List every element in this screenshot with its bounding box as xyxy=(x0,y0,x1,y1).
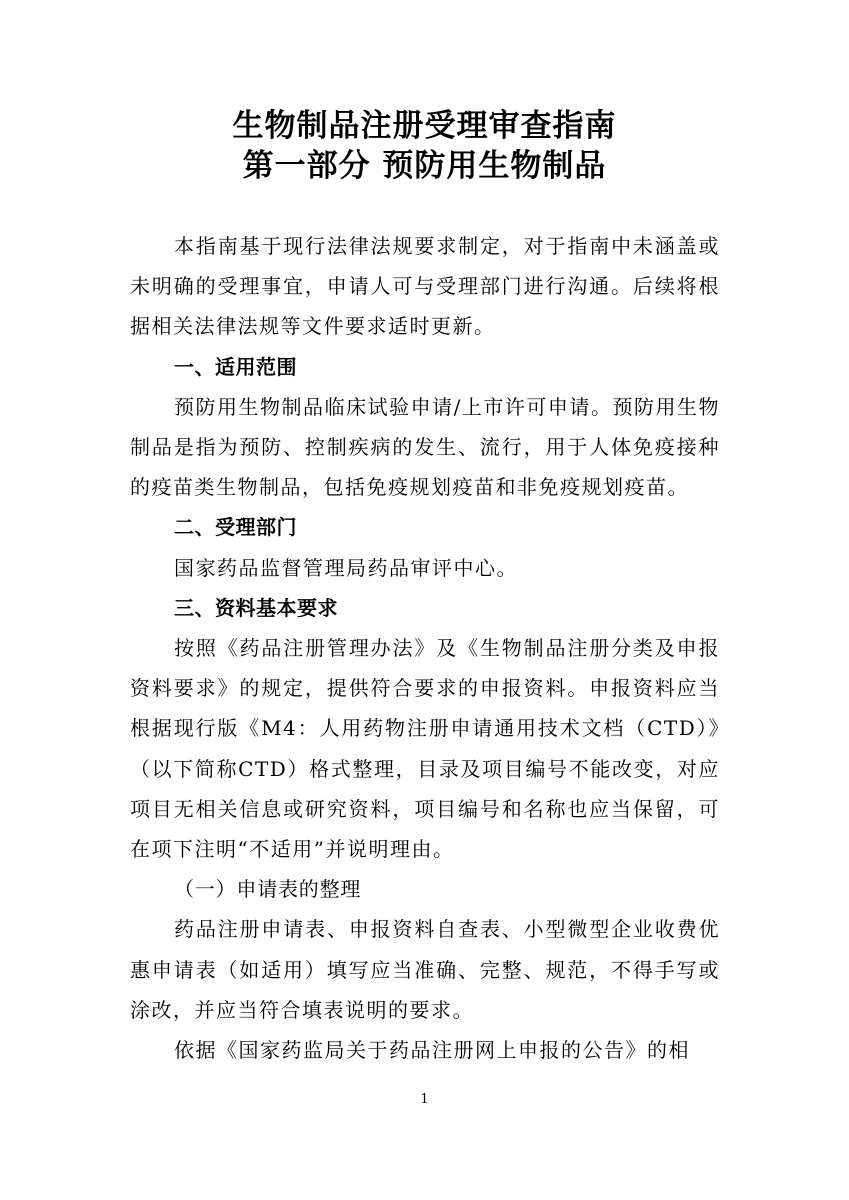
section-heading-department: 二、受理部门 xyxy=(174,515,297,540)
page-number: 1 xyxy=(420,1092,429,1107)
scope-paragraph: 预防用生物制品临床试验申请/上市许可申请。预防用生物制品是指为预防、控制疾病的发生、流行，用于人体免疫接种的疫苗类生物制品，包括免疫规划疫苗和非免疫规划疫苗。 xyxy=(130,394,720,500)
document-body xyxy=(130,226,720,1070)
document-title: 生物制品注册受理审查指南 xyxy=(232,108,617,144)
section-heading-scope: 一、适用范围 xyxy=(174,354,297,379)
intro-paragraph: 本指南基于现行法律法规要求制定，对于指南中未涵盖或未明确的受理事宜，申请人可与受理部门进行沟通。后续将根据相关法律法规等文件要求适时更新。 xyxy=(130,234,720,339)
document-subtitle: 第一部分 预防用生物制品 xyxy=(242,148,607,184)
online-submission-paragraph: 依据《国家药监局关于药品注册网上申报的公告》的相 xyxy=(174,1038,690,1063)
section-heading-requirements: 三、资料基本要求 xyxy=(174,595,338,620)
department-paragraph: 国家药品监督管理局药品审评中心。 xyxy=(174,555,518,580)
application-form-paragraph: 药品注册申请表、申报资料自查表、小型微型企业收费优惠申请表（如适用）填写应当准确、完整、规范，不得手写或涂改，并应当符合填表说明的要求。 xyxy=(130,917,720,1022)
requirements-paragraph: 按照《药品注册管理办法》及《生物制品注册分类及申报资料要求》的规定，提供符合要求的申报资料。申报资料应当根据现行版《M4：人用药物注册申请通用技术文档（CTD）》（以下简称CTD）格式整理，目录及项目编号不能改变，对应项目无相关信息或研究资料，项目编号和名称也应当保留，可在项下注明“不适用”并说明理由。 xyxy=(130,636,720,862)
subsection-heading-application-form: （一）申请表的整理 xyxy=(174,877,362,902)
